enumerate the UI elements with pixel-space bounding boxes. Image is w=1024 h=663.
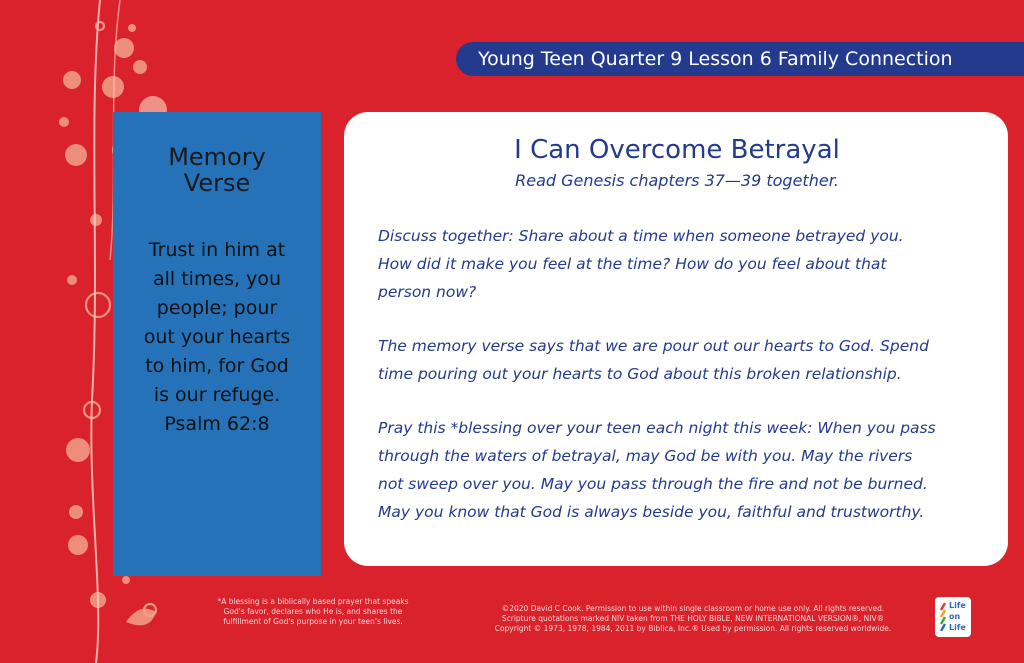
memory-verse-title (113, 144, 321, 196)
logo-stripes-icon (939, 603, 947, 631)
paragraph-line: time pouring out your hearts to God about this broken relationship. (378, 365, 902, 383)
footnote-line: God's favor, declares who He is, and shares the (223, 607, 403, 616)
logo-text (949, 600, 966, 633)
paragraph-line: How did it make you feel at the time? How do you feel about that (378, 255, 887, 273)
lesson-title: I Can Overcome Betrayal (514, 135, 840, 165)
memory-verse-line: people; pour (156, 297, 278, 319)
footnote-line: *A blessing is a biblically based prayer that speaks (217, 597, 409, 606)
paragraph-line: Pray this *blessing over your teen each night this week: When you pass (378, 419, 936, 437)
blessing-paragraph (378, 414, 976, 526)
footnote-line: fulfillment of God's purpose in your teen's lives. (223, 617, 403, 626)
lesson-header-title: Young Teen Quarter 9 Lesson 6 Family Connection (478, 48, 953, 70)
memory-verse-line: all times, you (152, 268, 282, 290)
logo-line: Life (949, 623, 966, 632)
lesson-card (344, 112, 1008, 566)
memory-verse-reference: Psalm 62:8 (164, 413, 270, 435)
memory-verse-line: out your hearts (143, 326, 291, 348)
memory-verse-text (113, 236, 321, 439)
memory-verse-panel (113, 112, 321, 576)
blessing-footnote (198, 597, 428, 627)
memory-verse-paragraph (378, 332, 976, 388)
discussion-paragraph (378, 222, 976, 306)
lesson-subtitle: Read Genesis chapters 37—39 together. (515, 171, 839, 190)
logo-line: Life (949, 601, 966, 610)
copyright-notice (458, 604, 928, 634)
memory-verse-line: is our refuge. (153, 384, 281, 406)
memory-verse-line: to him, for God (145, 355, 289, 377)
copyright-line: ©2020 David C Cook. Permission to use within single classroom or home use only. All rights reserved. (501, 604, 885, 613)
memory-verse-title-line: Verse (183, 169, 251, 197)
paragraph-line: The memory verse says that we are pour out our hearts to God. Spend (378, 337, 929, 355)
memory-verse-title-line: Memory (168, 143, 266, 171)
paragraph-line: not sweep over you. May you pass through the fire and not be burned. (378, 475, 928, 493)
paragraph-line: Discuss together: Share about a time when someone betrayed you. (378, 227, 904, 245)
paragraph-line: through the waters of betrayal, may God be with you. May the rivers (378, 447, 913, 465)
copyright-line: Scripture quotations marked NIV taken from THE HOLY BIBLE, NEW INTERNATIONAL VERSION®, NIV® (501, 614, 885, 623)
memory-verse-line: Trust in him at (148, 239, 286, 261)
life-on-life-logo (935, 597, 971, 637)
paragraph-line: person now? (378, 283, 477, 301)
copyright-line: Copyright © 1973, 1978, 1984, 2011 by Biblica, Inc.® Used by permission. All rights reserved worldwide. (494, 624, 892, 633)
paragraph-line: May you know that God is always beside you, faithful and trustworthy. (378, 503, 925, 521)
logo-line: on (949, 612, 961, 621)
lesson-header (456, 42, 1024, 76)
